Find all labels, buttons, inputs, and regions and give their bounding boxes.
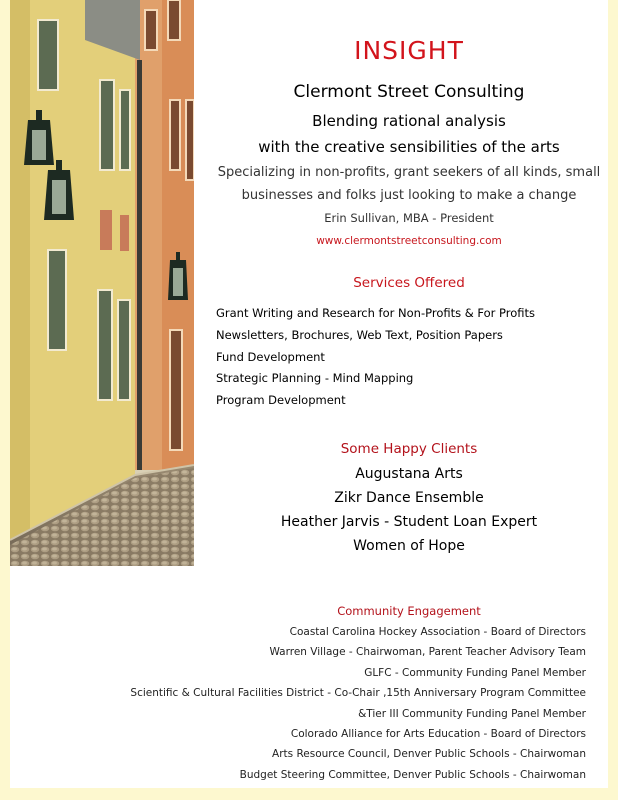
clients-heading: Some Happy Clients	[340, 441, 478, 457]
list-item: GLFC - Community Funding Panel Member	[364, 666, 586, 679]
cobblestone-street-photo	[10, 0, 194, 566]
list-item: Budget Steering Committee, Denver Public Schools - Chairwoman	[239, 768, 586, 781]
company-name: Clermont Street Consulting	[293, 82, 525, 102]
list-item: Fund Development	[216, 349, 325, 364]
specializing-line-2: businesses and folks just looking to make a change	[241, 188, 577, 203]
services-heading: Services Offered	[353, 275, 465, 291]
list-item: Warren Village - Chairwoman, Parent Teacher Advisory Team	[269, 646, 586, 659]
community-heading: Community Engagement	[337, 604, 481, 618]
list-item: Women of Hope	[353, 538, 465, 554]
website-link[interactable]: www.clermontstreetconsulting.com	[316, 235, 502, 247]
specializing-line-1: Specializing in non-profits, grant seekers of all kinds, small	[217, 165, 601, 180]
list-item: Newsletters, Brochures, Web Text, Position Papers	[216, 327, 503, 342]
tagline-line-2: with the creative sensibilities of the arts	[258, 138, 560, 156]
clients-list	[200, 466, 618, 562]
list-item: Coastal Carolina Hockey Association - Board of Directors	[289, 626, 586, 638]
list-item: &Tier III Community Funding Panel Member	[358, 707, 586, 720]
list-item: Zikr Dance Ensemble	[334, 490, 484, 506]
list-item: Program Development	[216, 393, 346, 408]
services-list	[216, 306, 535, 415]
page-title: INSIGHT	[354, 36, 464, 65]
list-item: Strategic Planning - Mind Mapping	[216, 371, 414, 386]
community-list	[130, 626, 586, 789]
list-item: Heather Jarvis - Student Loan Expert	[280, 514, 538, 530]
president-credit: Erin Sullivan, MBA - President	[324, 211, 494, 225]
list-item: Augustana Arts	[355, 466, 463, 482]
list-item: Colorado Alliance for Arts Education - Board of Directors	[290, 727, 586, 740]
list-item: Grant Writing and Research for Non-Profits & For Profits	[216, 306, 535, 320]
list-item: Arts Resource Council, Denver Public Schools - Chairwoman	[272, 748, 586, 761]
tagline-line-1: Blending rational analysis	[312, 112, 506, 130]
list-item: Scientific & Cultural Facilities District - Co-Chair ,15th Anniversary Program Committee	[130, 687, 586, 700]
